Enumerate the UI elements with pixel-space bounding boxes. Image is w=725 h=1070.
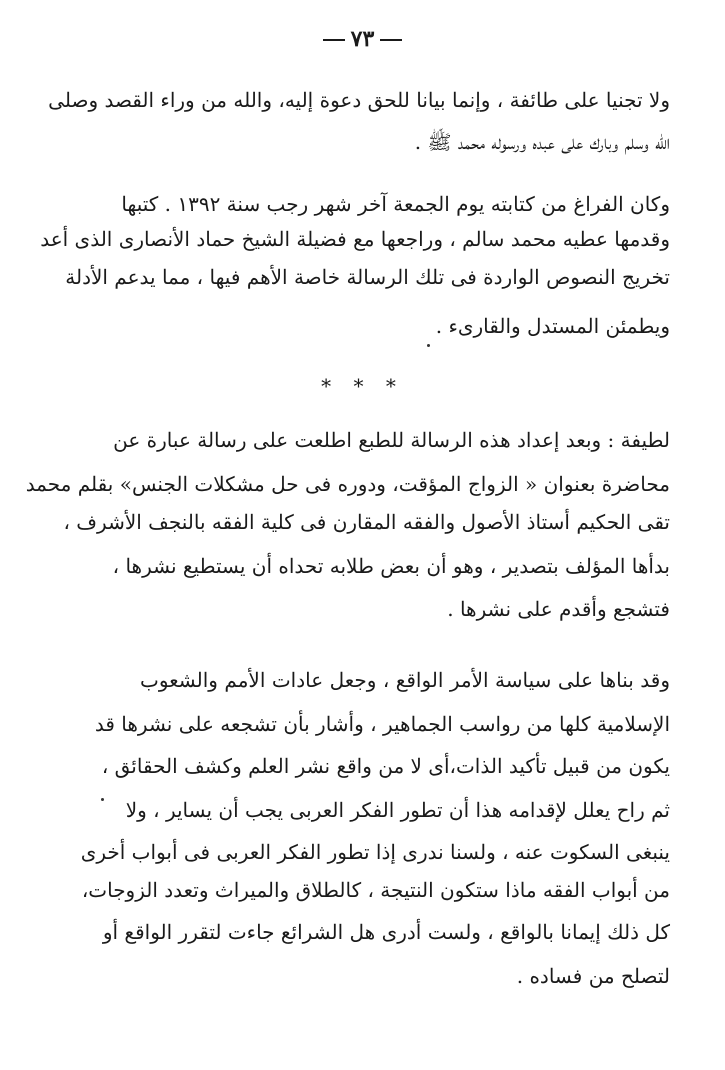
page-number-text: ٧٣ bbox=[350, 26, 375, 52]
paragraph-1-line-2: الله وسلم وبارك على عبده ورسوله محمد ﷺ . bbox=[414, 130, 670, 154]
paragraph-4-line-6: من أبواب الفقه ماذا ستكون النتيجة ، كالطلاق والميراث وتعدد الزوجات، bbox=[81, 878, 670, 902]
paragraph-4-line-4: ثم راح يعلل لإقدامه هذا أن تطور الفكر العربى يجب أن يساير ، ولا bbox=[125, 798, 670, 822]
paragraph-4-line-8: لتصلح من فساده . bbox=[516, 964, 670, 988]
paragraph-2-line-3: تخريج النصوص الواردة فى تلك الرسالة خاصة الأهم فيها ، مما يدعم الأدلة bbox=[65, 265, 670, 289]
paragraph-1-line-1: ولا تجنيا على طائفة ، وإنما بيانا للحق دعوة إليه، والله من وراء القصد وصلى bbox=[48, 88, 670, 112]
paragraph-3-line-5: فتشجع وأقدم على نشرها . bbox=[447, 597, 670, 621]
paragraph-4-line-5: ينبغى السكوت عنه ، ولسنا ندرى إذا تطور الفكر العربى فى أبواب أخرى bbox=[80, 840, 670, 864]
paragraph-3-line-2: محاضرة بعنوان « الزواج المؤقت، ودوره فى حل مشكلات الجنس» بقلم محمد bbox=[25, 472, 670, 496]
margin-dot bbox=[101, 798, 104, 801]
paragraph-4-line-1: وقد بناها على سياسة الأمر الواقع ، وجعل عادات الأمم والشعوب bbox=[140, 668, 670, 692]
section-separator: * * * bbox=[321, 374, 404, 398]
paragraph-3-line-1: لطيفة : وبعد إعداد هذه الرسالة للطبع اطلعت على رسالة عبارة عن bbox=[113, 428, 670, 452]
paragraph-4-line-2: الإسلامية كلها من رواسب الجماهير ، وأشار بأن تشجعه على نشرها قد bbox=[94, 712, 670, 736]
stray-dot bbox=[427, 344, 430, 347]
paragraph-3-line-4: بدأها المؤلف بتصدير ، وهو أن بعض طلابه تحداه أن يستطيع نشرها ، bbox=[112, 554, 670, 578]
paragraph-3-line-3: تقى الحكيم أستاذ الأصول والفقه المقارن فى كلية الفقه بالنجف الأشرف ، bbox=[63, 510, 670, 534]
paragraph-4-line-3: يكون من قبيل تأكيد الذات،أى لا من واقع نشر العلم وكشف الحقائق ، bbox=[101, 754, 670, 778]
paragraph-2-line-1: وكان الفراغ من كتابته يوم الجمعة آخر شهر رجب سنة ١٣٩٢ . كتبها bbox=[121, 192, 670, 216]
page-number bbox=[0, 26, 725, 52]
paragraph-4-line-7: كل ذلك إيمانا بالواقع ، ولست أدرى هل الشرائع جاءت لتقرر الواقع أو bbox=[102, 920, 670, 944]
right-dash bbox=[380, 39, 402, 41]
paragraph-2-line-4: ويطمئن المستدل والقارىء . bbox=[435, 314, 670, 338]
left-dash bbox=[323, 39, 345, 41]
paragraph-2-line-2: وقدمها عطيه محمد سالم ، وراجعها مع فضيلة الشيخ حماد الأنصارى الذى أعد bbox=[40, 227, 670, 251]
